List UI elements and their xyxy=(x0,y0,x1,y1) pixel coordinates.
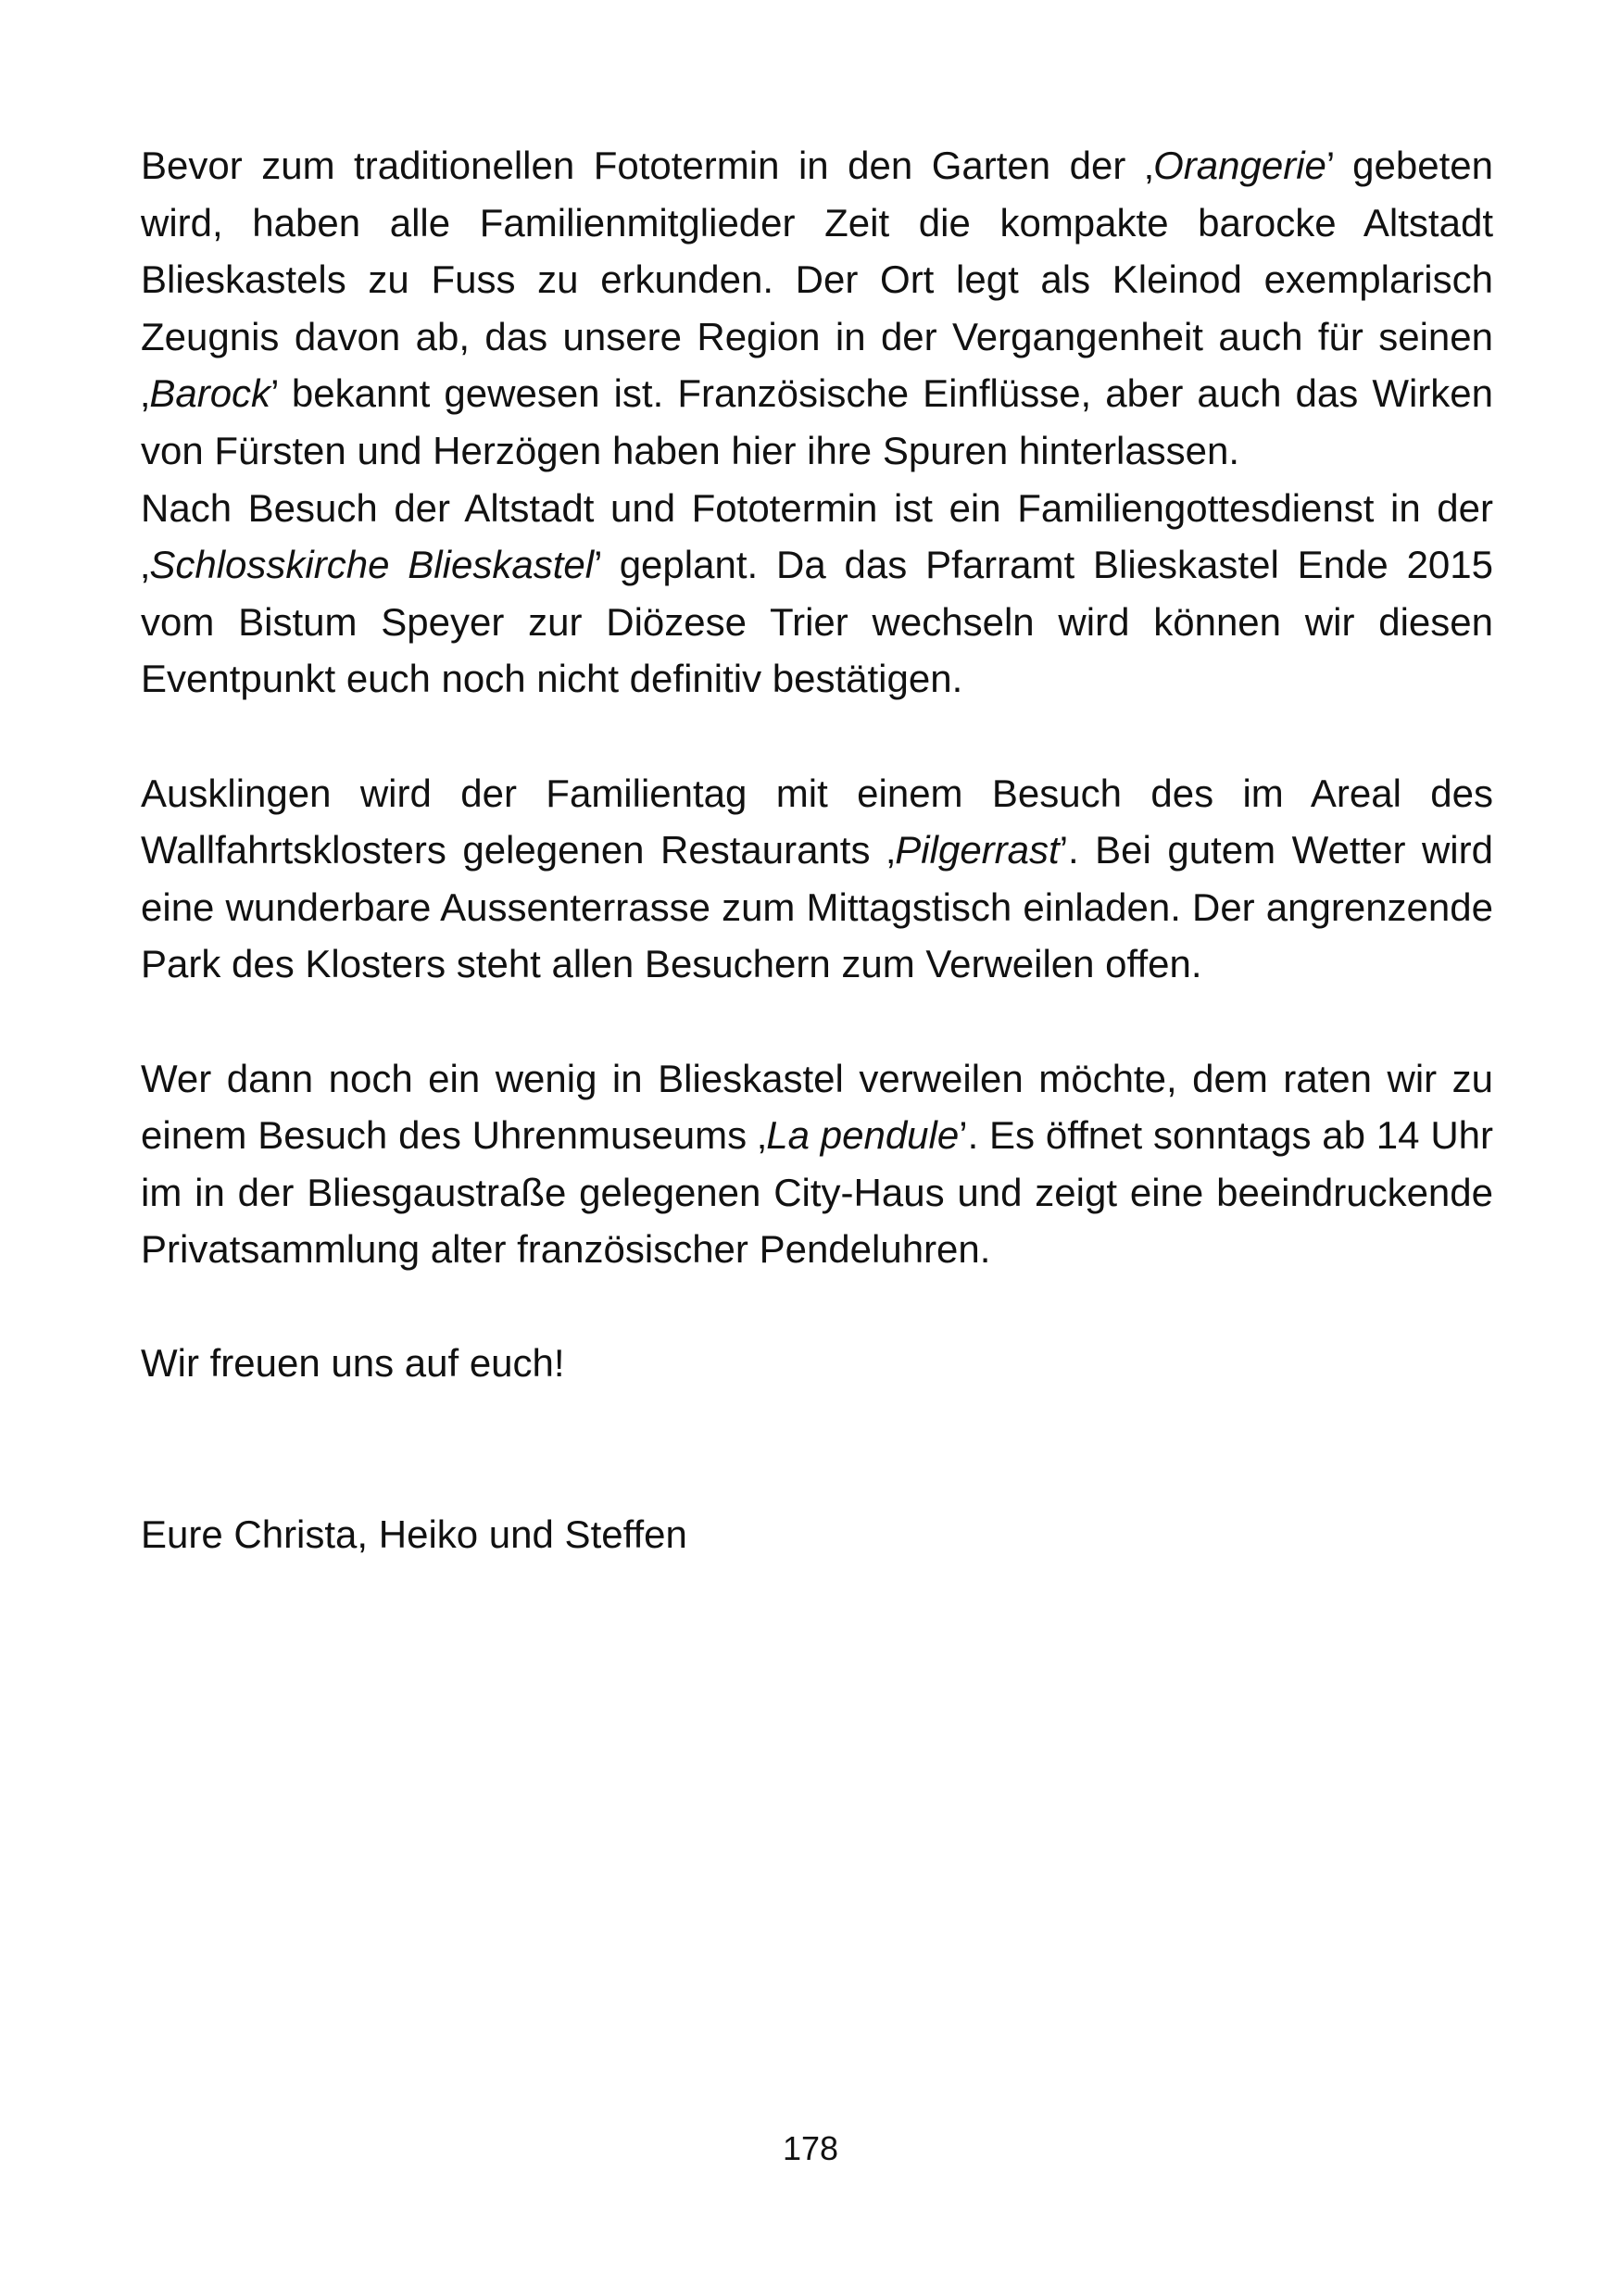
italic-term-orangerie: Orangerie xyxy=(1153,144,1326,187)
text-segment: ’. Bei gutem Wetter wird eine wunderbare Aussenterrasse zum Mittagstisch einladen. Der angrenzende Park des Klosters steht allen Besuchern zum Verweilen offen. xyxy=(141,828,1493,986)
text-segment: Nach Besuch der Altstadt und Fototermin ist ein Familiengottesdienst in der ‚ xyxy=(141,485,1493,587)
text-segment: Ausklingen wird der Familientag mit einem Besuch des im Areal des Wallfahrtsklosters gelegenen Restaurants ‚ xyxy=(141,771,1493,872)
italic-term-la-pendule: La pendule xyxy=(766,1113,960,1158)
text-segment: ’ gebeten wird, haben alle Familienmitglieder Zeit die kompakte barocke Altstadt Blieskastels zu Fuss zu erkunden. Der Ort legt als Kleinod exemplarisch Zeugnis davon ab, das unsere Region in der Vergangenheit auch für seinen ‚ xyxy=(141,144,1493,416)
closing-line: Wir freuen uns auf euch! xyxy=(141,1341,565,1386)
paragraph-spacer xyxy=(141,1392,1493,1506)
text-segment: ’. Es öffnet sonntags ab 14 Uhr im in der Bliesgaustraße gelegenen City-Haus und zeigt eine beeindruckende Privatsammlung alter französischer Pendeluhren. xyxy=(141,1113,1493,1272)
text-segment: ’ bekannt gewesen ist. Französische Einflüsse, aber auch das Wirken von Fürsten und Herzögen haben hier ihre Spuren hinterlassen. xyxy=(141,371,1493,472)
signature-line: Eure Christa, Heiko und Steffen xyxy=(141,1512,687,1557)
paragraph-spacer xyxy=(141,993,1493,1050)
paragraph-gottesdienst xyxy=(141,480,1493,708)
italic-term-pilgerrast: Pilgerrast xyxy=(895,828,1060,872)
text-segment: ’ geplant. Da das Pfarramt Blieskastel Ende 2015 vom Bistum Speyer zur Diözese Trier wechseln wird können wir diesen Eventpunkt euch noch nicht definitiv bestätigen. xyxy=(141,543,1494,701)
text-segment: Wer dann noch ein wenig in Blieskastel verweilen möchte, dem raten wir zu einem Besuch des Uhrenmuseums ‚ xyxy=(141,1056,1493,1158)
paragraph-pilgerrast xyxy=(141,765,1493,993)
paragraph-spacer xyxy=(141,708,1493,765)
text-segment: Bevor zum traditionellen Fototermin in den Garten der ‚ xyxy=(141,144,1154,187)
paragraph-uhrenmuseum xyxy=(141,1050,1493,1278)
page-number: 178 xyxy=(782,2129,839,2167)
italic-term-schlosskirche: Schlosskirche Blieskastel xyxy=(149,543,595,587)
paragraph-spacer xyxy=(141,1278,1493,1336)
italic-term-barock: Barock xyxy=(149,371,271,416)
paragraph-orangerie xyxy=(141,137,1493,480)
page-body xyxy=(141,137,1493,1563)
